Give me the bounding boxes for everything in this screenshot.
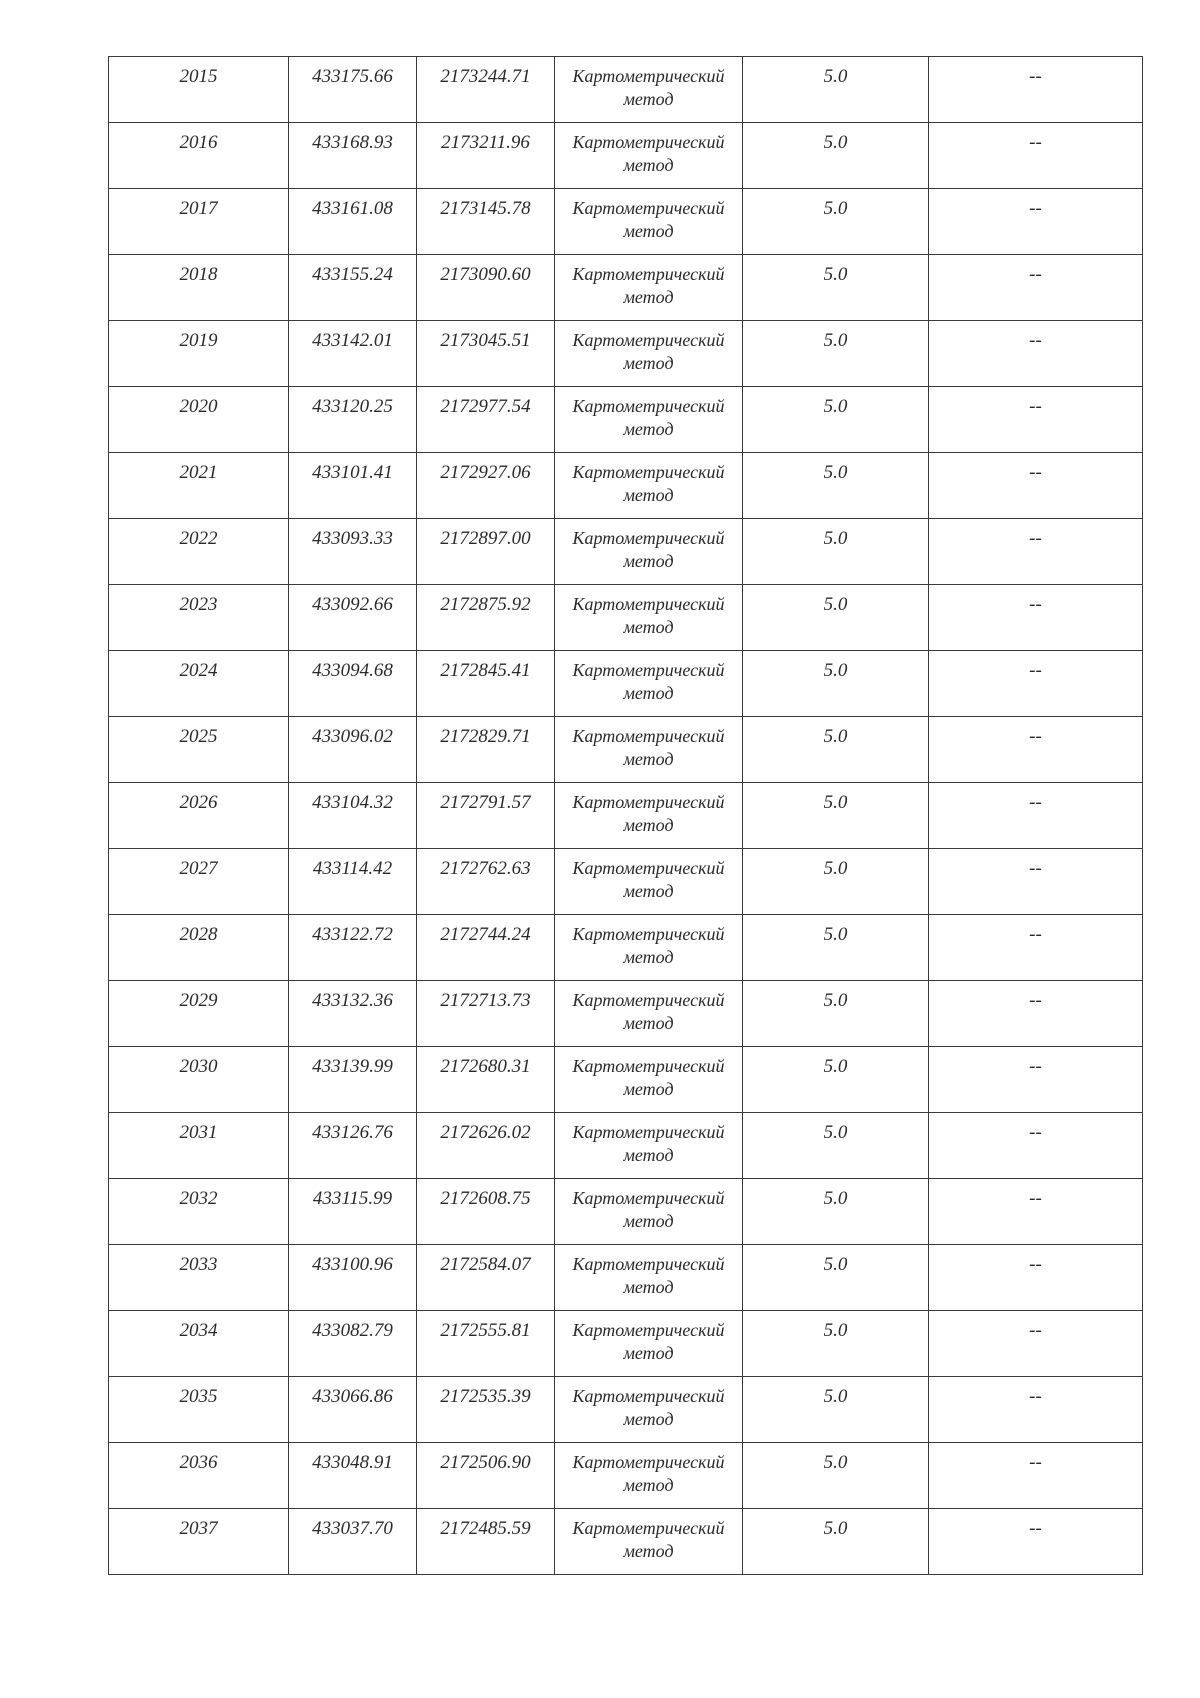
x-coordinate-cell: 433092.66: [289, 585, 417, 651]
accuracy-cell: 5.0: [743, 1443, 929, 1509]
x-coordinate-cell: 433122.72: [289, 915, 417, 981]
point-number-cell: 2025: [109, 717, 289, 783]
x-coordinate-cell: 433115.99: [289, 1179, 417, 1245]
note-cell: --: [929, 321, 1143, 387]
x-coordinate-cell: 433037.70: [289, 1509, 417, 1575]
method-cell: [555, 1047, 743, 1113]
method-text: Картометрический метод: [572, 1254, 725, 1297]
method-text: Картометрический метод: [572, 990, 725, 1033]
table-row: [109, 1179, 1143, 1245]
method-cell: [555, 585, 743, 651]
note-cell: --: [929, 123, 1143, 189]
y-coordinate-cell: 2173211.96: [417, 123, 555, 189]
table-row: [109, 321, 1143, 387]
x-coordinate-cell: 433048.91: [289, 1443, 417, 1509]
accuracy-cell: 5.0: [743, 57, 929, 123]
point-number-cell: 2019: [109, 321, 289, 387]
note-cell: --: [929, 387, 1143, 453]
note-cell: --: [929, 1509, 1143, 1575]
x-coordinate-cell: 433168.93: [289, 123, 417, 189]
table-row: [109, 1377, 1143, 1443]
y-coordinate-cell: 2172626.02: [417, 1113, 555, 1179]
accuracy-cell: 5.0: [743, 255, 929, 321]
method-text: Картометрический метод: [572, 198, 725, 241]
y-coordinate-cell: 2172897.00: [417, 519, 555, 585]
note-cell: --: [929, 783, 1143, 849]
note-cell: --: [929, 849, 1143, 915]
accuracy-cell: 5.0: [743, 1047, 929, 1113]
point-number-cell: 2016: [109, 123, 289, 189]
accuracy-cell: 5.0: [743, 519, 929, 585]
table-row: [109, 585, 1143, 651]
y-coordinate-cell: 2172762.63: [417, 849, 555, 915]
y-coordinate-cell: 2172584.07: [417, 1245, 555, 1311]
table-row: [109, 981, 1143, 1047]
point-number-cell: 2021: [109, 453, 289, 519]
y-coordinate-cell: 2172977.54: [417, 387, 555, 453]
y-coordinate-cell: 2173145.78: [417, 189, 555, 255]
table-row: [109, 1311, 1143, 1377]
note-cell: --: [929, 1443, 1143, 1509]
accuracy-cell: 5.0: [743, 1509, 929, 1575]
note-cell: --: [929, 1377, 1143, 1443]
point-number-cell: 2023: [109, 585, 289, 651]
method-text: Картометрический метод: [572, 858, 725, 901]
accuracy-cell: 5.0: [743, 783, 929, 849]
y-coordinate-cell: 2172555.81: [417, 1311, 555, 1377]
note-cell: --: [929, 915, 1143, 981]
method-cell: [555, 915, 743, 981]
method-text: Картометрический метод: [572, 528, 725, 571]
point-number-cell: 2018: [109, 255, 289, 321]
point-number-cell: 2024: [109, 651, 289, 717]
note-cell: --: [929, 585, 1143, 651]
method-text: Картометрический метод: [572, 132, 725, 175]
coordinates-table: [108, 56, 1143, 1575]
table-row: [109, 255, 1143, 321]
x-coordinate-cell: 433155.24: [289, 255, 417, 321]
method-cell: [555, 123, 743, 189]
note-cell: --: [929, 519, 1143, 585]
method-text: Картометрический метод: [572, 1122, 725, 1165]
x-coordinate-cell: 433114.42: [289, 849, 417, 915]
method-text: Картометрический метод: [572, 1320, 725, 1363]
method-cell: [555, 519, 743, 585]
x-coordinate-cell: 433096.02: [289, 717, 417, 783]
table-row: [109, 1113, 1143, 1179]
table-row: [109, 915, 1143, 981]
x-coordinate-cell: 433132.36: [289, 981, 417, 1047]
table-row: [109, 1509, 1143, 1575]
y-coordinate-cell: 2172608.75: [417, 1179, 555, 1245]
method-cell: [555, 1179, 743, 1245]
x-coordinate-cell: 433101.41: [289, 453, 417, 519]
method-text: Картометрический метод: [572, 792, 725, 835]
table-row: [109, 519, 1143, 585]
method-text: Картометрический метод: [572, 726, 725, 769]
point-number-cell: 2034: [109, 1311, 289, 1377]
x-coordinate-cell: 433100.96: [289, 1245, 417, 1311]
method-text: Картометрический метод: [572, 462, 725, 505]
note-cell: --: [929, 651, 1143, 717]
method-text: Картометрический метод: [572, 1188, 725, 1231]
x-coordinate-cell: 433082.79: [289, 1311, 417, 1377]
accuracy-cell: 5.0: [743, 321, 929, 387]
method-cell: [555, 453, 743, 519]
note-cell: --: [929, 1179, 1143, 1245]
table-row: [109, 57, 1143, 123]
x-coordinate-cell: 433120.25: [289, 387, 417, 453]
note-cell: --: [929, 717, 1143, 783]
y-coordinate-cell: 2172485.59: [417, 1509, 555, 1575]
x-coordinate-cell: 433161.08: [289, 189, 417, 255]
accuracy-cell: 5.0: [743, 189, 929, 255]
method-cell: [555, 717, 743, 783]
table-row: [109, 717, 1143, 783]
method-text: Картометрический метод: [572, 396, 725, 439]
x-coordinate-cell: 433066.86: [289, 1377, 417, 1443]
point-number-cell: 2030: [109, 1047, 289, 1113]
note-cell: --: [929, 1311, 1143, 1377]
table-body: [109, 57, 1143, 1575]
method-cell: [555, 321, 743, 387]
accuracy-cell: 5.0: [743, 849, 929, 915]
y-coordinate-cell: 2172875.92: [417, 585, 555, 651]
x-coordinate-cell: 433126.76: [289, 1113, 417, 1179]
y-coordinate-cell: 2172927.06: [417, 453, 555, 519]
table-row: [109, 651, 1143, 717]
method-cell: [555, 1245, 743, 1311]
y-coordinate-cell: 2173244.71: [417, 57, 555, 123]
note-cell: --: [929, 1245, 1143, 1311]
point-number-cell: 2037: [109, 1509, 289, 1575]
note-cell: --: [929, 57, 1143, 123]
method-text: Картометрический метод: [572, 1452, 725, 1495]
method-cell: [555, 255, 743, 321]
method-text: Картометрический метод: [572, 330, 725, 373]
table-row: [109, 1443, 1143, 1509]
y-coordinate-cell: 2172535.39: [417, 1377, 555, 1443]
point-number-cell: 2015: [109, 57, 289, 123]
accuracy-cell: 5.0: [743, 585, 929, 651]
point-number-cell: 2017: [109, 189, 289, 255]
method-cell: [555, 387, 743, 453]
method-cell: [555, 651, 743, 717]
note-cell: --: [929, 981, 1143, 1047]
table-row: [109, 189, 1143, 255]
note-cell: --: [929, 189, 1143, 255]
method-cell: [555, 57, 743, 123]
y-coordinate-cell: 2172744.24: [417, 915, 555, 981]
accuracy-cell: 5.0: [743, 387, 929, 453]
point-number-cell: 2035: [109, 1377, 289, 1443]
method-text: Картометрический метод: [572, 594, 725, 637]
x-coordinate-cell: 433094.68: [289, 651, 417, 717]
note-cell: --: [929, 1047, 1143, 1113]
method-text: Картометрический метод: [572, 924, 725, 967]
y-coordinate-cell: 2172680.31: [417, 1047, 555, 1113]
y-coordinate-cell: 2172713.73: [417, 981, 555, 1047]
point-number-cell: 2032: [109, 1179, 289, 1245]
y-coordinate-cell: 2172506.90: [417, 1443, 555, 1509]
point-number-cell: 2022: [109, 519, 289, 585]
table-row: [109, 1245, 1143, 1311]
x-coordinate-cell: 433104.32: [289, 783, 417, 849]
y-coordinate-cell: 2172829.71: [417, 717, 555, 783]
y-coordinate-cell: 2172845.41: [417, 651, 555, 717]
point-number-cell: 2028: [109, 915, 289, 981]
point-number-cell: 2027: [109, 849, 289, 915]
point-number-cell: 2036: [109, 1443, 289, 1509]
method-cell: [555, 1377, 743, 1443]
method-text: Картометрический метод: [572, 264, 725, 307]
accuracy-cell: 5.0: [743, 651, 929, 717]
method-text: Картометрический метод: [572, 1386, 725, 1429]
accuracy-cell: 5.0: [743, 717, 929, 783]
method-text: Картометрический метод: [572, 66, 725, 109]
y-coordinate-cell: 2173090.60: [417, 255, 555, 321]
accuracy-cell: 5.0: [743, 1311, 929, 1377]
accuracy-cell: 5.0: [743, 1245, 929, 1311]
table-row: [109, 849, 1143, 915]
x-coordinate-cell: 433142.01: [289, 321, 417, 387]
note-cell: --: [929, 255, 1143, 321]
table-row: [109, 783, 1143, 849]
method-text: Картометрический метод: [572, 660, 725, 703]
accuracy-cell: 5.0: [743, 981, 929, 1047]
x-coordinate-cell: 433139.99: [289, 1047, 417, 1113]
note-cell: --: [929, 1113, 1143, 1179]
point-number-cell: 2026: [109, 783, 289, 849]
table-row: [109, 1047, 1143, 1113]
accuracy-cell: 5.0: [743, 453, 929, 519]
method-cell: [555, 1113, 743, 1179]
method-text: Картометрический метод: [572, 1518, 725, 1561]
accuracy-cell: 5.0: [743, 1113, 929, 1179]
note-cell: --: [929, 453, 1143, 519]
y-coordinate-cell: 2172791.57: [417, 783, 555, 849]
point-number-cell: 2020: [109, 387, 289, 453]
x-coordinate-cell: 433175.66: [289, 57, 417, 123]
accuracy-cell: 5.0: [743, 915, 929, 981]
y-coordinate-cell: 2173045.51: [417, 321, 555, 387]
accuracy-cell: 5.0: [743, 1377, 929, 1443]
point-number-cell: 2031: [109, 1113, 289, 1179]
method-cell: [555, 189, 743, 255]
method-cell: [555, 1509, 743, 1575]
method-cell: [555, 1311, 743, 1377]
point-number-cell: 2029: [109, 981, 289, 1047]
method-text: Картометрический метод: [572, 1056, 725, 1099]
method-cell: [555, 981, 743, 1047]
method-cell: [555, 1443, 743, 1509]
table-row: [109, 453, 1143, 519]
method-cell: [555, 849, 743, 915]
point-number-cell: 2033: [109, 1245, 289, 1311]
accuracy-cell: 5.0: [743, 1179, 929, 1245]
x-coordinate-cell: 433093.33: [289, 519, 417, 585]
table-row: [109, 387, 1143, 453]
table-row: [109, 123, 1143, 189]
method-cell: [555, 783, 743, 849]
accuracy-cell: 5.0: [743, 123, 929, 189]
